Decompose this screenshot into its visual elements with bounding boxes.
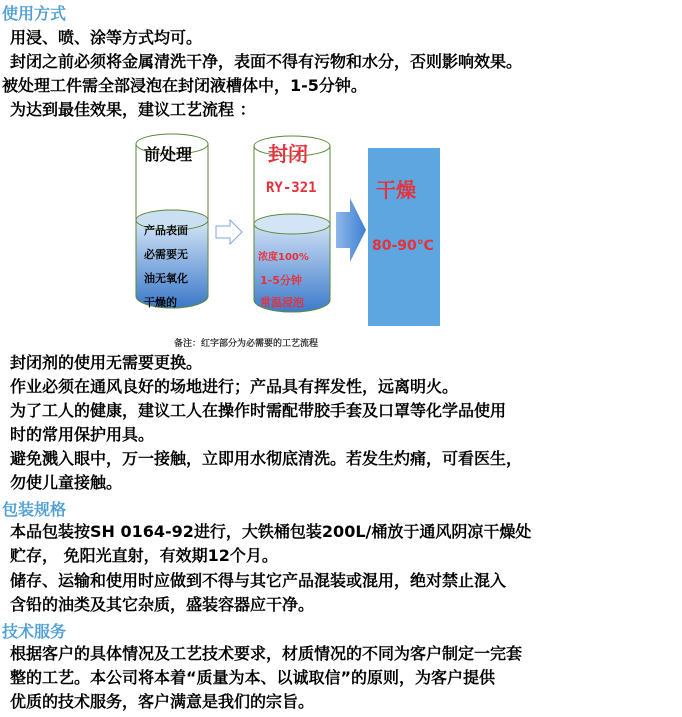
step1-line-4: 干燥的: [144, 296, 177, 309]
usage-line-4: 为达到最佳效果，建议工艺流程 ：: [10, 100, 256, 119]
step2-title: 封闭: [268, 142, 308, 166]
flow-arrow-1: [216, 220, 242, 244]
step1-line-2: 必需要无: [144, 248, 188, 261]
step2-line-2: 1-5分钟: [260, 274, 302, 287]
section-heading-packaging: 包装规格: [2, 500, 67, 519]
step2-product: RY-321: [266, 180, 317, 196]
step1-line-1: 产品表面: [144, 224, 188, 237]
step3-temperature: 80-90℃: [372, 238, 434, 254]
service-line-2: 整的工艺。本公司将本着“质量为本、以诚取信”的原则，为客户提供: [10, 668, 496, 687]
section-heading-usage: 使用方式: [2, 4, 67, 23]
usage-line-2: 封闭之前必须将金属清洗干净，表面不得有污物和水分，否则影响效果。: [10, 52, 523, 71]
service-line-1: 根据客户的具体情况及工艺技术要求，材质情况的不同为客户制定一完套: [10, 644, 523, 663]
packaging-line-4: 含铅的油类及其它杂质，盛装容器应干净。: [10, 595, 315, 614]
usage-line-1: 用浸、喷、涂等方式均可。: [10, 28, 203, 47]
usage-line-3: 被处理工件需全部浸泡在封闭液槽体中，1-5分钟。: [2, 76, 367, 95]
step2-line-3: 常温浸泡: [260, 296, 304, 309]
diagram-note: 备注：红字部分为必需要的工艺流程: [174, 339, 319, 349]
packaging-line-1: 本品包装按SH 0164-92进行，大铁桶包装200L/桶放于通风阴凉干燥处: [10, 522, 532, 541]
safety-line-1: 封闭剂的使用无需要更换。: [10, 353, 203, 372]
flow-arrow-2: [336, 198, 366, 262]
process-flow-diagram: [130, 128, 450, 356]
section-heading-service: 技术服务: [2, 622, 67, 641]
safety-line-4: 时的常用保护用具。: [10, 425, 155, 444]
safety-line-6: 勿使儿童接触。: [10, 473, 123, 492]
service-line-3: 优质的技术服务，客户满意是我们的宗旨。: [10, 692, 315, 711]
safety-line-3: 为了工人的健康，建议工人在操作时需配带胶手套及口罩等化学品使用: [10, 401, 507, 420]
safety-line-5: 避免溅入眼中，万一接触，立即用水彻底清洗。若发生灼痛，可看医生，: [10, 449, 523, 468]
safety-line-2: 作业必须在通风良好的场地进行；产品具有挥发性，远离明火。: [10, 377, 459, 396]
step1-title: 前处理: [144, 145, 193, 164]
step1-line-3: 油无氧化: [144, 272, 188, 285]
step3-title: 干燥: [376, 178, 416, 202]
packaging-line-3: 储存、运输和使用时应做到不得与其它产品混装或混用，绝对禁止混入: [10, 571, 507, 590]
packaging-line-2: 贮存， 免阳光直射，有效期12个月。: [10, 546, 278, 565]
step2-line-1: 浓度100%: [258, 252, 309, 263]
